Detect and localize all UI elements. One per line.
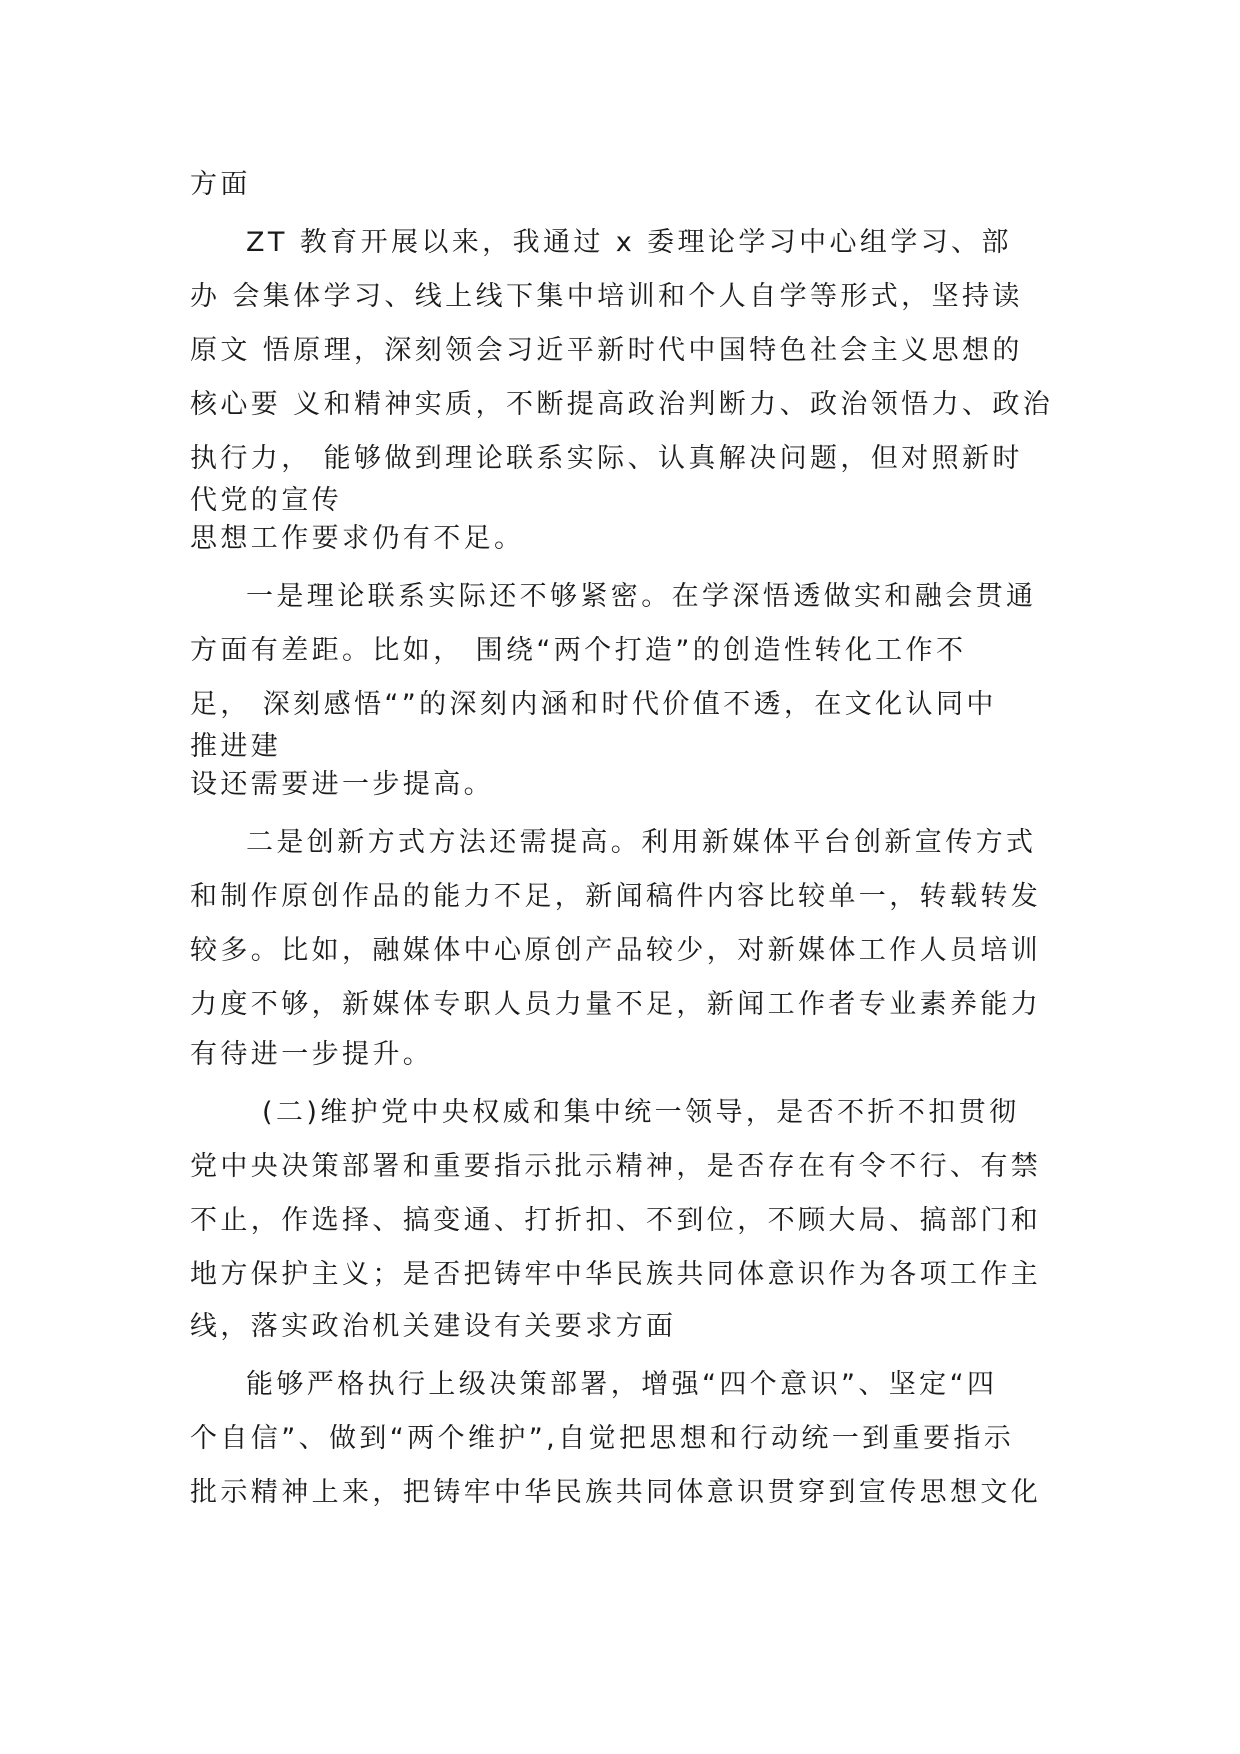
text-line: 核心要 义和精神实质，不断提高政治判断力、政治领悟力、政治 — [190, 389, 1054, 420]
text-line: 代党的宣传 — [190, 485, 342, 516]
text-line: 二是创新方式方法还需提高。利用新媒体平台创新宣传方式 — [246, 827, 1037, 858]
section-heading-line: (二)维护党中央权威和集中统一领导，是否不折不扣贯彻 — [262, 1097, 1020, 1128]
text-line: 足， 深刻感悟“”的深刻内涵和时代价值不透，在文化认同中 — [190, 689, 997, 720]
section-heading-line: 不止，作选择、搞变通、打折扣、不到位，不顾大局、搞部门和 — [190, 1205, 1042, 1236]
text-line: 较多。比如，融媒体中心原创产品较少，对新媒体工作人员培训 — [190, 935, 1042, 966]
text-line: 能够严格执行上级决策部署，增强“四个意识”、坚定“四 — [246, 1369, 998, 1400]
text-line: 方面有差距。比如， 围绕“两个打造”的创造性转化工作不 — [190, 635, 967, 666]
text-line: 批示精神上来，把铸牢中华民族共同体意识贯穿到宣传思想文化 — [190, 1477, 1042, 1508]
text-line: 原文 悟原理，深刻领会习近平新时代中国特色社会主义思想的 — [190, 335, 1023, 366]
text-line: 力度不够，新媒体专职人员力量不足，新闻工作者专业素养能力 — [190, 989, 1042, 1020]
text-line: 设还需要进一步提高。 — [190, 769, 494, 800]
section-heading-line: 线，落实政治机关建设有关要求方面 — [190, 1311, 677, 1342]
text-line: 执行力， 能够做到理论联系实际、认真解决问题，但对照新时 — [190, 443, 1023, 474]
text-line: 推进建 — [190, 731, 282, 762]
text-line: 一是理论联系实际还不够紧密。在学深悟透做实和融会贯通 — [246, 581, 1037, 612]
section-heading-line: 地方保护主义；是否把铸牢中华民族共同体意识作为各项工作主 — [190, 1259, 1042, 1290]
text-line: 和制作原创作品的能力不足，新闻稿件内容比较单一，转载转发 — [190, 881, 1042, 912]
text-line: 办 会集体学习、线上线下集中培训和个人自学等形式，坚持读 — [190, 281, 1023, 312]
text-line: ZT 教育开展以来，我通过 x 委理论学习中心组学习、部 — [246, 227, 1012, 258]
text-line: 思想工作要求仍有不足。 — [190, 523, 525, 554]
section-heading-line: 党中央决策部署和重要指示批示精神，是否存在有令不行、有禁 — [190, 1151, 1042, 1182]
text-line: 有待进一步提升。 — [190, 1039, 434, 1070]
text-line: 个自信”、做到“两个维护”,自觉把思想和行动统一到重要指示 — [190, 1423, 1015, 1454]
text-line: 方面 — [190, 169, 251, 200]
